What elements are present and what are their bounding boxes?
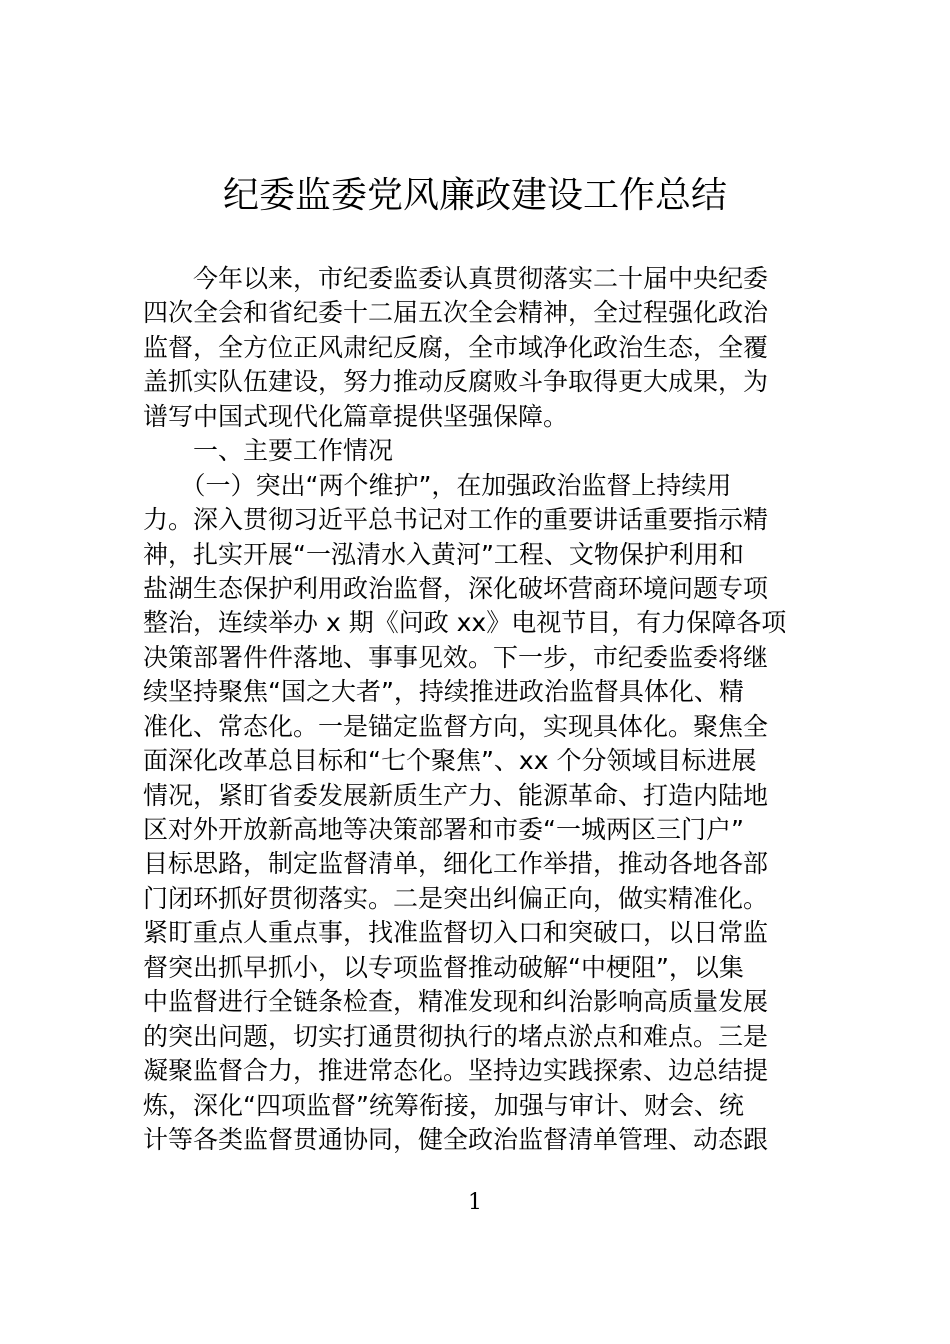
body-line: 督突出抓早抓小，以专项监督推动破解“中梗阻”，以集: [143, 952, 744, 982]
body-line: 情况，紧盯省委发展新质生产力、能源革命、打造内陆地: [143, 780, 769, 810]
body-line: 区对外开放新高地等决策部署和市委“一城两区三门户”: [143, 815, 744, 844]
body-line: 门闭环抓好贯彻落实。二是突出纠偏正向，做实精准化。: [143, 883, 769, 913]
page-number: 1: [468, 1190, 482, 1215]
body-line: 炼，深化“四项监督”统筹衔接，加强与审计、财会、统: [143, 1090, 744, 1120]
body-line: 监督，全方位正风肃纪反腐，全市域净化政治生态，全覆: [143, 332, 769, 362]
body-line: 神，扎实开展“一泓清水入黄河”工程、文物保护利用和: [143, 539, 744, 569]
body-line: 盖抓实队伍建设，努力推动反腐败斗争取得更大成果，为: [143, 367, 769, 397]
section-heading: 一、主要工作情况: [143, 436, 394, 466]
body-line: 准化、常态化。一是锚定监督方向，实现具体化。聚焦全: [143, 711, 769, 741]
body-line: 面深化改革总目标和“七个聚焦”、xx 个分领域目标进展: [143, 746, 757, 776]
document-body: [143, 262, 843, 1157]
body-line: 中监督进行全链条检查，精准发现和纠治影响高质量发展: [143, 987, 769, 1017]
document-title: 纪委监委党风廉政建设工作总结: [222, 175, 727, 216]
body-line: 今年以来，市纪委监委认真贯彻落实二十届中央纪委: [143, 264, 769, 293]
body-line: 整治，连续举办 x 期《问政 xx》电视节目，有力保障各项: [143, 608, 787, 638]
body-line: （一）突出“两个维护”，在加强政治监督上持续用: [143, 470, 732, 500]
body-line: 凝聚监督合力，推进常态化。坚持边实践探索、边总结提: [143, 1056, 769, 1086]
body-line: 力。深入贯彻习近平总书记对工作的重要讲话重要指示精: [143, 505, 769, 535]
body-line: 续坚持聚焦“国之大者”，持续推进政治监督具体化、精: [143, 677, 744, 707]
body-line: 盐湖生态保护利用政治监督，深化破坏营商环境问题专项: [143, 573, 769, 603]
body-line: 计等各类监督贯通协同，健全政治监督清单管理、动态跟: [143, 1124, 769, 1154]
body-line: 四次全会和省纪委十二届五次全会精神，全过程强化政治: [143, 298, 769, 328]
body-line: 目标思路，制定监督清单，细化工作举措，推动各地各部: [143, 849, 769, 879]
body-line: 谱写中国式现代化篇章提供坚强保障。: [143, 401, 569, 431]
body-line: 的突出问题，切实打通贯彻执行的堵点淤点和难点。三是: [143, 1021, 769, 1051]
body-line: 紧盯重点人重点事，找准监督切入口和突破口，以日常监: [143, 918, 769, 948]
body-line: 决策部署件件落地、事事见效。下一步，市纪委监委将继: [143, 642, 769, 672]
